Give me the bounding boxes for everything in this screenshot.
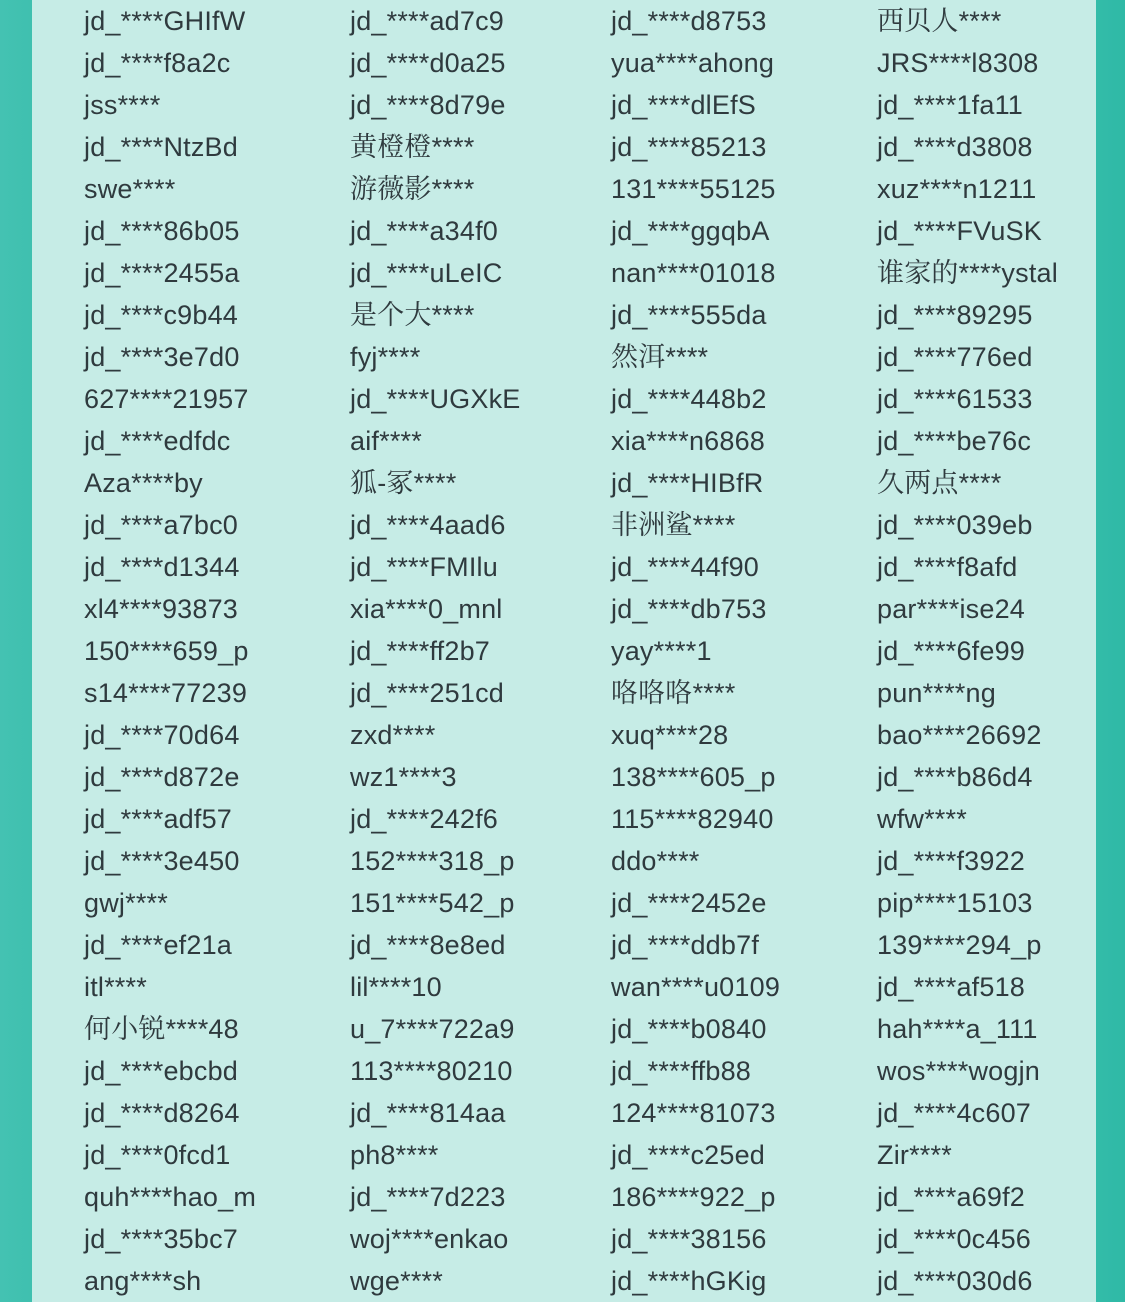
winner-username: jd_****d8753 [611, 6, 767, 36]
winner-username: 186****922_p [611, 1182, 776, 1212]
winner-username: jss**** [84, 90, 161, 120]
winner-username: jd_****776ed [877, 342, 1033, 372]
winner-row [32, 672, 1096, 714]
winner-username: jd_****8e8ed [350, 930, 506, 960]
winner-row [32, 1218, 1096, 1260]
winner-username: jd_****edfdc [84, 426, 231, 456]
winner-username: jd_****70d64 [84, 720, 240, 750]
winner-username: jd_****89295 [877, 300, 1033, 330]
winner-row [32, 966, 1096, 1008]
winner-username: 113****80210 [350, 1056, 513, 1086]
winner-username: jd_****d3808 [877, 132, 1033, 162]
winner-username: jd_****ad7c9 [350, 6, 505, 36]
winner-username: jd_****ggqbA [611, 216, 770, 246]
winner-username: swe**** [84, 174, 176, 204]
winner-username: jd_****d1344 [84, 552, 240, 582]
winner-username: jd_****b0840 [611, 1014, 767, 1044]
winner-username: jd_****d8264 [84, 1098, 240, 1128]
winner-username: jd_****4aad6 [350, 510, 506, 540]
winner-username: jd_****555da [611, 300, 767, 330]
winner-username: bao****26692 [877, 720, 1042, 750]
winner-username: 139****294_p [877, 930, 1042, 960]
winner-row [32, 126, 1096, 168]
winner-row [32, 1008, 1096, 1050]
winner-row [32, 756, 1096, 798]
winner-username: jd_****6fe99 [877, 636, 1026, 666]
winner-row [32, 504, 1096, 546]
winner-username: jd_****0c456 [877, 1224, 1032, 1254]
winner-username: jd_****44f90 [611, 552, 760, 582]
winner-row [32, 462, 1096, 504]
winner-username: 是个大**** [350, 300, 475, 330]
winner-username: wan****u0109 [611, 972, 781, 1002]
winner-row [32, 1260, 1096, 1302]
winner-username: JRS****l8308 [877, 48, 1039, 78]
winner-username: jd_****448b2 [611, 384, 767, 414]
winner-username: pip****15103 [877, 888, 1033, 918]
winner-username: ddo**** [611, 846, 700, 876]
winner-username: jd_****db753 [611, 594, 767, 624]
winner-username: quh****hao_m [84, 1182, 257, 1212]
winner-username: jd_****030d6 [877, 1266, 1033, 1296]
winner-username: 115****82940 [611, 804, 774, 834]
winner-username: 627****21957 [84, 384, 249, 414]
winner-username: jd_****f3922 [877, 846, 1026, 876]
winner-row [32, 420, 1096, 462]
winner-row [32, 42, 1096, 84]
winner-username: fyj**** [350, 342, 421, 372]
winner-username: 久两点**** [877, 468, 1002, 498]
winner-row [32, 84, 1096, 126]
winner-row [32, 252, 1096, 294]
winner-row [32, 336, 1096, 378]
winner-username: 游薇影**** [350, 174, 475, 204]
winner-username: wz1****3 [350, 762, 457, 792]
winner-row [32, 168, 1096, 210]
winner-username: jd_****f8a2c [84, 48, 231, 78]
winner-username: wos****wogjn [877, 1056, 1040, 1086]
winner-username: jd_****ef21a [84, 930, 233, 960]
winner-username: jd_****3e450 [84, 846, 240, 876]
winner-username: 非洲鲨**** [611, 510, 736, 540]
winner-row [32, 378, 1096, 420]
winner-row [32, 714, 1096, 756]
winner-username: Aza****by [84, 468, 203, 498]
winner-username: 何小锐****48 [84, 1014, 239, 1044]
winner-username: hah****a_111 [877, 1014, 1038, 1044]
winner-username: 黄橙橙**** [350, 132, 475, 162]
winner-row [32, 882, 1096, 924]
winner-username: 谁家的****ystal [877, 258, 1058, 288]
winner-username: jd_****FMIlu [350, 552, 498, 582]
winner-username: jd_****61533 [877, 384, 1033, 414]
winner-username: ph8**** [350, 1140, 439, 1170]
winner-username: jd_****a7bc0 [84, 510, 239, 540]
winner-username: nan****01018 [611, 258, 776, 288]
winner-username: jd_****c9b44 [84, 300, 239, 330]
winner-username: 咯咯咯**** [611, 678, 736, 708]
winner-username: jd_****dlEfS [611, 90, 756, 120]
winner-username: jd_****38156 [611, 1224, 767, 1254]
winner-username: jd_****NtzBd [84, 132, 238, 162]
winner-username: lil****10 [350, 972, 442, 1002]
winner-username: Zir**** [877, 1140, 952, 1170]
winner-username: 西贝人**** [877, 6, 1002, 36]
winner-username: jd_****UGXkE [350, 384, 521, 414]
winner-row [32, 924, 1096, 966]
winner-username: jd_****251cd [350, 678, 505, 708]
winner-username: 124****81073 [611, 1098, 776, 1128]
winner-username: jd_****86b05 [84, 216, 240, 246]
winner-username: jd_****85213 [611, 132, 767, 162]
winner-row [32, 1050, 1096, 1092]
winner-username: xl4****93873 [84, 594, 239, 624]
winner-username: par****ise24 [877, 594, 1025, 624]
winner-username: jd_****HIBfR [611, 468, 764, 498]
winner-username: jd_****adf57 [84, 804, 233, 834]
winner-username: itl**** [84, 972, 147, 1002]
winner-row [32, 1176, 1096, 1218]
winner-username: jd_****hGKig [611, 1266, 767, 1296]
winner-username: jd_****a69f2 [877, 1182, 1026, 1212]
winner-username: 然洱**** [611, 342, 709, 372]
winner-username: jd_****GHIfW [84, 6, 246, 36]
winner-row [32, 588, 1096, 630]
winner-username: jd_****ebcbd [84, 1056, 239, 1086]
winner-username: jd_****3e7d0 [84, 342, 240, 372]
winner-username: 152****318_p [350, 846, 515, 876]
winner-username: jd_****uLeIC [350, 258, 503, 288]
winner-username: jd_****039eb [877, 510, 1033, 540]
winner-username: jd_****2455a [84, 258, 240, 288]
winner-username: yua****ahong [611, 48, 775, 78]
winner-username: jd_****d0a25 [350, 48, 506, 78]
winner-row [32, 1134, 1096, 1176]
winner-username: jd_****242f6 [350, 804, 499, 834]
winner-username: jd_****1fa11 [877, 90, 1024, 120]
winner-row [32, 294, 1096, 336]
winner-username: jd_****35bc7 [84, 1224, 239, 1254]
winner-username: jd_****2452e [611, 888, 767, 918]
winner-username: xuz****n1211 [877, 174, 1037, 204]
winner-username: aif**** [350, 426, 422, 456]
winner-username: 150****659_p [84, 636, 249, 666]
winner-username: 138****605_p [611, 762, 776, 792]
winner-list-panel [32, 0, 1096, 1302]
winner-username: 狐-冢**** [350, 468, 457, 498]
winner-row [32, 798, 1096, 840]
winner-username: jd_****f8afd [877, 552, 1018, 582]
winner-username: zxd**** [350, 720, 436, 750]
winner-username: jd_****4c607 [877, 1098, 1032, 1128]
winner-username: 131****55125 [611, 174, 776, 204]
winner-username: jd_****be76c [877, 426, 1032, 456]
winner-username: jd_****ddb7f [611, 930, 760, 960]
winner-username: xia****n6868 [611, 426, 766, 456]
winner-row [32, 546, 1096, 588]
winner-username: jd_****d872e [84, 762, 240, 792]
winner-row [32, 630, 1096, 672]
winner-username: wfw**** [877, 804, 967, 834]
winner-username: u_7****722a9 [350, 1014, 515, 1044]
winner-username: pun****ng [877, 678, 996, 708]
winner-username: gwj**** [84, 888, 168, 918]
winner-username: s14****77239 [84, 678, 248, 708]
winner-username: jd_****a34f0 [350, 216, 499, 246]
winner-username: jd_****7d223 [350, 1182, 506, 1212]
winner-username: jd_****af518 [877, 972, 1026, 1002]
winner-username: jd_****FVuSK [877, 216, 1042, 246]
winner-username: jd_****8d79e [350, 90, 506, 120]
winner-row [32, 1092, 1096, 1134]
winner-username: xia****0_mnl [350, 594, 503, 624]
winner-username: jd_****ff2b7 [350, 636, 491, 666]
winner-username: jd_****0fcd1 [84, 1140, 231, 1170]
winner-row [32, 210, 1096, 252]
winner-username: wge**** [350, 1266, 443, 1296]
winner-username: 151****542_p [350, 888, 515, 918]
winner-username: xuq****28 [611, 720, 729, 750]
winner-username: yay****1 [611, 636, 712, 666]
winner-username: woj****enkao [350, 1224, 509, 1254]
winner-username: jd_****b86d4 [877, 762, 1033, 792]
winner-username: jd_****814aa [350, 1098, 506, 1128]
winner-row [32, 0, 1096, 42]
winner-username: jd_****ffb88 [611, 1056, 752, 1086]
winner-row [32, 840, 1096, 882]
winner-username: jd_****c25ed [611, 1140, 766, 1170]
winner-username: ang****sh [84, 1266, 202, 1296]
